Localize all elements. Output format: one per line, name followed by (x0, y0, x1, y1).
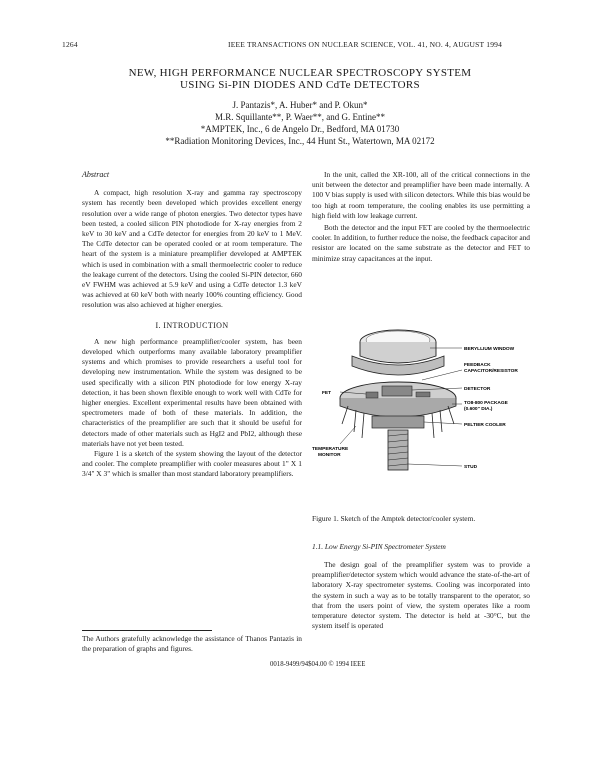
label-feedback-1: FEEDBACK (464, 363, 491, 368)
right-paragraph-2: Both the detector and the input FET are cooled by the thermoelectric cooler. In addition, to further reduce the noise, the feedback capacitor and resistor are located on the same substrate as the detector and FET to minimize stray capacitances at the input. (312, 223, 530, 263)
copyright-line: 0018-9499/94$04.00 © 1994 IEEE (270, 661, 366, 668)
authors-line-2: M.R. Squillante**, P. Waer**, and G. Entine** (214, 112, 386, 122)
figure-caption: Figure 1. Sketch of the Amptek detector/cooler system. (312, 514, 476, 523)
right-paragraph-1: In the unit, called the XR-100, all of the critical connections in the unit between the detector and preamplifier have been made internally. A 100 V bias supply is used with silicon detectors. While this bias would be too high at room temperature, the cooling enables its use permitting a high field with low leakage current. (312, 170, 530, 220)
label-to8-1: TO8-800 PACKAGE (464, 401, 508, 406)
label-beryllium-window: BERYLLIUM WINDOW (464, 347, 515, 352)
intro-paragraph-1: A new high performance preamplifier/cooler system, has been developed which outperforms many available laboratory preamplifier systems and which promises to provide researchers a useful tool for developing new instrumentation. While the system was designed to be used specifically with a silicon PIN photodiode for low energy X-ray detection, it has been shown flexible enough to work well with CdTe for higher energies. Excellent experimental results have been obtained with spectrometers made of both of these materials. In addition, the characteristics of the preamplifier are such that it should be useful for detectors made of other materials such as HgI2 and PbI2, although these materials have not yet been tested. (82, 336, 302, 448)
journal-header: IEEE TRANSACTIONS ON NUCLEAR SCIENCE, VOL. 41, NO. 4, AUGUST 1994 (228, 40, 503, 49)
fet-chip (366, 392, 378, 398)
label-fet: FET (322, 391, 332, 396)
footnote-rule (82, 630, 212, 631)
label-stud: STUD (464, 465, 478, 470)
intro-paragraph-2: Figure 1 is a sketch of the system showing the layout of the detector and cooler. The complete preamplifier with cooler measures about 1" X 1 3/4" X 3" which is smaller than most standard laboratory preamplifiers. (82, 449, 302, 479)
label-temperature-2: MONITOR (318, 453, 341, 458)
affiliation-2: **Radiation Monitoring Devices, Inc., 44 Hunt St., Watertown, MA 02172 (165, 136, 435, 146)
section-1-1-paragraph: The design goal of the preamplifier system was to provide a preamplifier/detector system which would advance the state-of-the-art of laboratory X-ray spectrometer systems. Cooling was incorporated into the system in such a way as to be totally transparent to the operator, so that from the users point of view, the system operates like a room temperature detector system. The detector is held at -30°C, but the system itself is operated (312, 560, 530, 631)
label-detector: DETECTOR (464, 387, 491, 392)
footnote: The Authors gratefully acknowledge the assistance of Thanos Pantazis in the preparation of graphs and figures. (82, 634, 302, 654)
left-column (82, 170, 302, 480)
label-to8-2: (0.600" DIA.) (464, 407, 493, 412)
label-temperature-1: TEMPERATURE (312, 447, 349, 452)
section-1-1-text (312, 560, 530, 631)
label-peltier: PELTIER COOLER (464, 423, 506, 428)
stud (388, 430, 408, 470)
authors-line-1: J. Pantazis*, A. Huber* and P. Okun* (232, 100, 368, 110)
abstract-heading: Abstract (82, 170, 110, 179)
abstract-text: A compact, high resolution X-ray and gamma ray spectroscopy system has recently been developed which provides excellent energy resolution over a wide range of photon energies. Two detector types have been tested, a cooled silicon PIN photodiode for X-ray energies from 2 keV to 30 keV and a CdTe detector for energies from 20 keV to 1 MeV. The CdTe detector can be operated cooled or at room temperature. The heart of the system is a miniature preamplifier developed at AMPTEK which is used in combination with a small thermoelectric cooler to reduce the leakage current of the detectors. Using the cooled Si-PIN detector, 660 eV FWHM was achieved at 5.9 keV and using a CdTe detector 1.3 keV was achieved at 60 keV both with nearly 100% counting efficiency. Good resolution was also achieved at higher energies. (82, 188, 302, 310)
section-1-1-heading: 1.1. Low Energy Si-PIN Spectrometer System (312, 542, 446, 551)
affiliation-1: *AMPTEK, Inc., 6 de Angelo Dr., Bedford, MA 01730 (200, 124, 400, 134)
label-feedback-2: CAPACITOR/RESISTOR (464, 369, 518, 374)
detector-chip (382, 386, 412, 396)
title-line-2: USING Si-PIN DIODES AND CdTe DETECTORS (180, 79, 420, 91)
right-column-top (312, 170, 530, 264)
page-number: 1264 (62, 40, 78, 49)
title-line-1: NEW, HIGH PERFORMANCE NUCLEAR SPECTROSCOPY SYSTEM (128, 67, 472, 79)
peltier-cooler (372, 416, 424, 428)
figure-1-sketch (312, 320, 532, 508)
intro-heading: I. INTRODUCTION (155, 320, 229, 330)
